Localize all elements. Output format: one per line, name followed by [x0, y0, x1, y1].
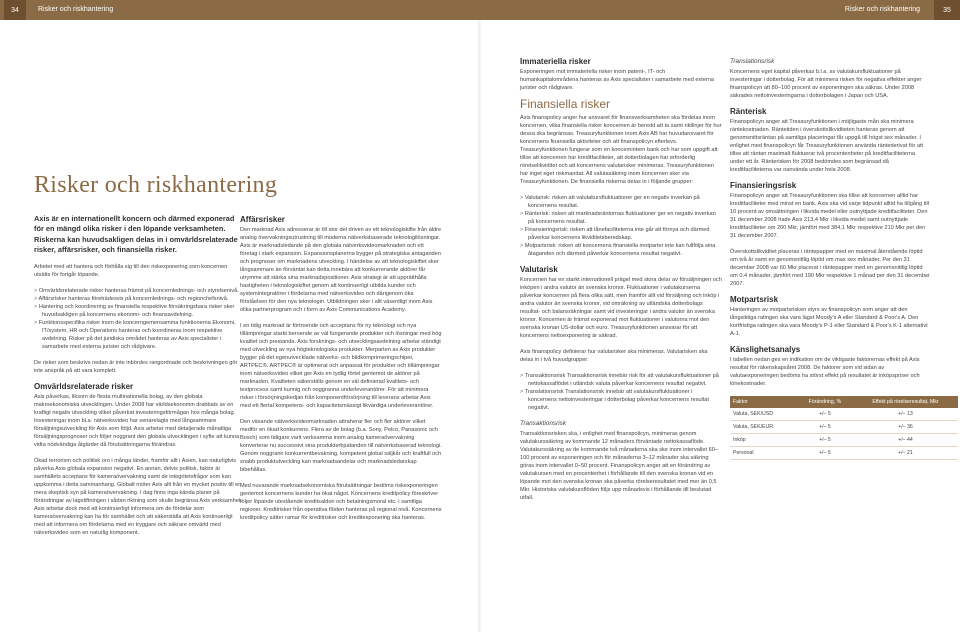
section-heading: Omvärldsrelaterade risker	[34, 382, 134, 392]
section-heading: Motpartsrisk	[730, 295, 779, 304]
bullet-list	[520, 194, 722, 258]
table-row	[730, 408, 958, 421]
list-item: > Affärsrisker hanteras företrädesvis på koncernlednings- och regionchefsnivå.	[34, 295, 242, 303]
list-item: > Motpartsrisk: risken att koncernens finansiella motparter inte kan fullfölja sina åtaganden och därmed påverkar koncernens resultat negativt.	[520, 242, 722, 258]
section-title: Finansiella risker	[520, 97, 611, 111]
table-row	[730, 447, 958, 460]
paragraph: I en tidig marknad är förtroende och acceptans för ny teknologi och nya tillämpningar starkt beroende av väl fungerande produkter och lösningar med hög kvalitet och prestanda. Axis forsknings- och utvecklingsavdelning arbetar ständigt med utveckling av nya högteknologiska produkter. Merparten av Axis produkter bygger på det egenutvecklade nätverks- och bildkomprimeringschipet, ARTPEC®. ARTPEC® är optimerat och anpassat för produkter och tillämpningar inom nätverksvideo vilket ger Axis en tydlig förtel gentemot de aktörer på marknaden. Kvaliteten säkerställs genom en väl definierad kvalitets- och testprocess samt kunnig och noggranna underleverantörer. För att minimera risker i försörjningskedjan från komponentförsörjning till leverans arbetar Axis med ett flertal kompetens- och kapacitetsmässigt likvärdiga underleverantörer.	[240, 323, 442, 409]
section-heading: Ränterisk	[730, 107, 767, 116]
section-heading: Affärsrisker	[240, 215, 285, 224]
table-cell: +/– 21	[853, 447, 958, 460]
list-item: > Valutarisk: risken att valutakursfluktuationer ger en negativ inverkan på koncernens resultat.	[520, 194, 722, 210]
page-number-right: 35	[934, 0, 960, 20]
section-heading: Valutarisk	[520, 265, 558, 274]
paragraph: Överskottslikviditet placeras i räntepapper med en maximal återstående löptid om två år samt en genomsnittlig löptid om max sex månader. Per den 31 december 2008 var 60 Mkr placerat i räntepapper med en genomsnittlig löptid om 0,4 månader, jämfört med 190 Mkr respektive 1 månad per den 31 december 2007.	[730, 249, 930, 287]
table-row	[730, 421, 958, 434]
paragraph: Exponeringen mot immateriella risker inom patent-, IT- och humankapitalområdena hanteras av Axis specialister i samarbete med externa jurister och rådgivare.	[520, 69, 715, 91]
paragraph: Arbetet med att hantera och förhålla sig till den riskexponering som koncernen utsätts för fortgår löpande.	[34, 264, 228, 279]
table-cell: +/– 5	[797, 434, 853, 447]
paragraph: Transaktionsrisken ska, i enlighet med finanspolicyn, minimeras genom valutakurssäkring av kommande 12 månaders förväntade nettokassaflöde. Valutakurssäkring av de kommande två månaderna ska ske inom intervallet 60–100 procent av exponeringen och för månaderna 3–12 månader ska säkring göras inom intervallet 0–50 procent. Finanspolicyn anger att en förändring av valutakursen med en procentenhet i förhållande till den svenska kronan vid en löpande mot den svenska kronan ska påverka rörelseresultatet med mer än 0,5 Mkr. Historiska valutakursflöden följs upp månadsvis i förhållande till beslutad utfall.	[520, 431, 718, 501]
page-spread-seam	[478, 20, 482, 632]
table-cell: Valuta, SEK/USD	[730, 408, 797, 421]
sensitivity-table	[730, 396, 958, 460]
header-bar	[0, 0, 960, 20]
running-title-right: Risker och riskhantering	[844, 6, 920, 13]
table-header-cell: Faktor	[730, 396, 797, 408]
list-item: > Ränterisk: risken att marknadsräntornas fluktuationer ger en negativ inverkan på koncernens resultat.	[520, 210, 722, 226]
paragraph: Koncernen har en starkt internationell prägel med stora delar av försäljningen och inköpen i andra valutor än svenska kronor. Fluktuationer i valutakurserna påverkar koncernen på flera olika sätt, men framför allt vid försäljning och inköp i andra valutor än svenska kronor, vid omräkning av utländska dotterbolags resultat- och balansräkningar samt vid investeringar i andra valutor än svenska kronor. Koncernen är främst exponerad mot fluktuationer i valutorna mot den svenska kronan US-dollar och euro. Treasuryfunktionen ansvarar för att koncernens nettoexponering är säkrad.	[520, 277, 722, 339]
table-header-cell: Effekt på rörelseresultat, Mkr	[853, 396, 958, 408]
paragraph: Axis finanspolicy anger hur ansvaret för finansverksamheten ska fördelas inom koncernen, vilka finansiella risker koncernen är beredd att ta samt riktlinjer för hur dessa ska begränsas. Treasuryfunktionen inom Axis AB har huvudansvaret för koncernens finansiella aktiviteter och att finanspolicyn efterlevs. Treasuryfunktionen fungerar som en koncernintern bank och har som uppgift att tillse att koncernen har kreditfaciliteter, att dotterbolagen har erforderlig rörelselikviditet och att koncernens valutarisker minimeras. Treasuryfunktionen har inget eget riskmandat. All valutasäkring inom koncernen sker via Treasuryfunktionen. De finansiella riskerna delas in i följande grupper:	[520, 115, 722, 185]
column-4	[730, 58, 939, 460]
table-cell: +/– 5	[797, 447, 853, 460]
page-title: Risker och riskhantering	[34, 172, 278, 198]
list-item: > Finansieringsrisk: risken att lånefaciliteterna inte går att förnya och därmed påverkar koncernens likviditetsberedskap.	[520, 226, 722, 242]
paragraph: Axis påverkas, liksom de flesta multinationella bolag, av den globala makroekonomiska utvecklingen. Under 2008 har världsekonomin drabbats av en kraftigt negativ utveckling vilket påverkat investeringsförmågan hos många bolag. Investeringar inom bl.a. nätverksvideo har senarelagts med långsammare försäljningsutveckling för Axis som följd. Axis arbetar med detaljerade månatliga försäljningsprognoser och följer noggrant den globala utvecklingen i syfte att kunna vidta nödvändiga åtgärder då förutsättningarna förändras.	[34, 394, 240, 449]
page-number-left: 34	[4, 0, 26, 20]
paragraph: Finanspolicyn anger att Treasuryfunktionen i möjligaste mån ska minimera räntekostnaden. Räntetiden i överskottslikviditeten hanteras genom att genomsnittsräntan på samtliga placeringar får uppgå till högst sex månader. I enlighet med finanspolicyn får Treasuryfunktionen använda räntederivat för att tillse att räntan maximalt fluktuerar två procentenheter på kreditfaciliteterna under ett år. Ränterisken för 2008 bedömdes som begränsad då kreditfaciliteterna var oanvända under hela 2008.	[730, 119, 924, 173]
paragraph: Ökad terrorism och politisk oro i många länder, framför allt i Asien, kan naturligtvis påverka Axis globala expansion negativt. En annan, delvis politisk, faktor är samhällets acceptans för kameraövervakning samt de integritetsfrågor som kan uppkomma i detta sammanhang. Globalt möter Axis allt från en mycket positiv till en mera skeptisk syn på kameraövervakning. I dag finns inga kända planer på förändringar av lagstiftningen i sådan riktning som skulle begränsa Axis verksamhet. Axis arbetar dock med att kontinuerligt informera om de fördelar som kameraövervakning kan ha för samhället och att säkerställa att Axis kontinuerligt med att informera om fördelarna med en tryggare och säkrare omvärld med nätverksvideo som en naturlig komponent.	[34, 458, 243, 537]
table-cell: Inköp	[730, 434, 797, 447]
table-cell: Valuta, SEK/EUR	[730, 421, 797, 434]
bullet-list	[520, 372, 722, 412]
table-cell: +/– 36	[853, 421, 958, 434]
paragraph: De risker som beskrivs nedan är inte inbördes rangordnade och beskrivningen gör inte anspråk på att vara komplett.	[34, 360, 238, 375]
list-item: > Transaktionsrisk Transaktionsrisk innebär risk för att valutakursfluktuationer på nettokassaflödet i utländsk valuta påverkar koncernens resultat negativt.	[520, 372, 722, 388]
list-item: > Hantering och koordinering av finansiella respektive försäkringsbara risker sker huvudsakligen på koncernens ekonomi- och finansavdelning.	[34, 303, 242, 319]
column-2	[240, 216, 442, 530]
paragraph: Den marknad Axis adresserar är till stor del driven av ett teknologiskifte från äldre analog övervakningsutrustning till moderna nätverksbaserade teknologilösningar. Axis är marknadsledande på den globala nätverksvideomarknaden och ett företag i stark expansion. Expansionsplanerna bygger på strategiska antaganden och prognoser om marknadens utveckling. I händelse av att teknologiskiftet sker långsammare än förväntat kan detta innebära att konkurrerande aktörer får utrymme att stärka sina marknadspositioner. Axis strategi är att upprätthålla hastigheten i teknologiskiftet genom att kontinuerligt utbilda kunder och systemintegratörer i fördelarna med nätverksvideo och därigenom öka förståelsen för den nya teknologin. Utbildningen sker i allt väsentligt inom Axis olika partnerprogram och i form av Axis Communications Academy.	[240, 227, 442, 313]
subsection-heading: Translationsrisk	[730, 58, 775, 65]
table-cell: +/– 13	[853, 408, 958, 421]
section-heading: Immateriella risker	[520, 57, 591, 66]
column-3	[520, 58, 722, 510]
paragraph: Den växande nätverksvideomarknaden attraherar fler och fler aktörer vilket medför en ökad konkurrens. Flera av de bolag (b.a. Sony, Pelco, Panasonic och Bosch) som tidigare varit verksamma inom analog kameraövervakning konverterar nu successivt sina produkterbjudanden till nätverksbaserad teknologi. Genom noggrann konkurrentbevakning, kompetent global säljkår och kraftfull och snabb produktutveckling kan marknadsandelar och marknadsledarskap bibehållas.	[240, 419, 442, 473]
list-item: > Funktionsspecifika risker inom de koncerngemensamma funktionerna Ekonomi, IT/system, HR och Operations hanteras och koordineras inom respektive avdelning. Risker på det juridiska området hanteras av Axis specialister i samarbete med externa jurister och rådgivare.	[34, 319, 242, 351]
intro-text: Axis är en internationellt koncern och därmed exponerad för en mängd olika risker i den löpande verksamheten. Riskerna kan huvudsakligen delas in i omvärldsrelaterade risker, affärsrisker, och finansiella risker.	[34, 214, 238, 254]
paragraph: Hanteringen av motpartsrisken styrs av finanspolicyn som anger att den långsiktiga ratingen ska vara lägst Moody's A eller Standard & Poor's A. Den kortfristiga ratingen ska vara Moody's P-1 eller Standard & Poor's K-1 alternativt A-1.	[730, 307, 928, 337]
list-item: > Translationsrisk Translationsrisk innebär att valutakursfluktuationer i koncernens nettoinvesteringar i dotterbolag påverkar koncernens resultat negativt.	[520, 388, 722, 412]
table-header-row	[730, 396, 958, 408]
table-cell: +/– 5	[797, 408, 853, 421]
section-heading: Känslighetsanalys	[730, 345, 801, 354]
table-cell: Personal	[730, 447, 797, 460]
section-heading: Finansieringsrisk	[730, 181, 797, 190]
running-title-left: Risker och riskhantering	[38, 6, 114, 13]
table-header-cell: Förändring, %	[797, 396, 853, 408]
column-1	[34, 214, 242, 545]
subsection-heading: Transaktionsrisk	[520, 420, 567, 427]
paragraph: Finanspolicyn anger att Treasuryfunktionen ska tillse att koncernen alltid har kreditfaciliteter med minst en bank. Axis ska vid varje tidpunkt alltid ha tillgång till 10 procent av omsättningen i likvida medel eller outnyttjade kreditfaciliteter. Den 31 december 2008 hade Axis 213,4 Mkr i likvida medel samt outnyttjade kreditfaciliteter om 200 Mkr, jämfört med 384,1 Mkr respektive 210 Mkr per den 31 december 2007.	[730, 193, 929, 239]
bullet-list	[34, 287, 242, 351]
list-item: > Omvärldsrelaterade risker hanteras främst på koncernlednings- och styrelsenivå.	[34, 287, 242, 295]
paragraph: Med nuvarande marknadsekonomiska förutsättningar bedöms riskexponeringen gentemot koncernens kunder ha ökat något. Koncernens kreditpolicy föreskriver följer löpande utestående kreditsaldon och betalningsmoral etc. i samtliga regioner. Kreditrisker från operativa flöden hanteras på regional nivå. Koncernens kreditpolicy sätter ramar för kreditrisker och kreditexponering ska hanteras.	[240, 483, 442, 521]
paragraph: I tabellen nedan ges en indikation om de viktigaste faktorernas effekt på Axis resultat för räkenskapsåret 2008. De faktorer som vid sidan av valutaexponeringen bedöms ha störst effekt på resultatet är inköpspriser och lönekostnader.	[730, 357, 920, 387]
paragraph: Axis finanspolicy definierar hur valutarisker ska minimeras. Valutarisken ska delas in i två huvudgrupper:	[520, 349, 708, 363]
table-cell: +/– 5	[797, 421, 853, 434]
table-row	[730, 434, 958, 447]
table-cell: +/– 44	[853, 434, 958, 447]
paragraph: Koncernens eget kapital påverkas b.l.a. av valutakursfluktuationer på investeringar i dotterbolag. För att minimera risken för negativa effekter anger finanspolicyn att 80–100 procent av exponeringen ska säkras. Under 2008 säkrades nettoinvesteringarna i dotterbolagen i Japan och USA.	[730, 69, 922, 99]
